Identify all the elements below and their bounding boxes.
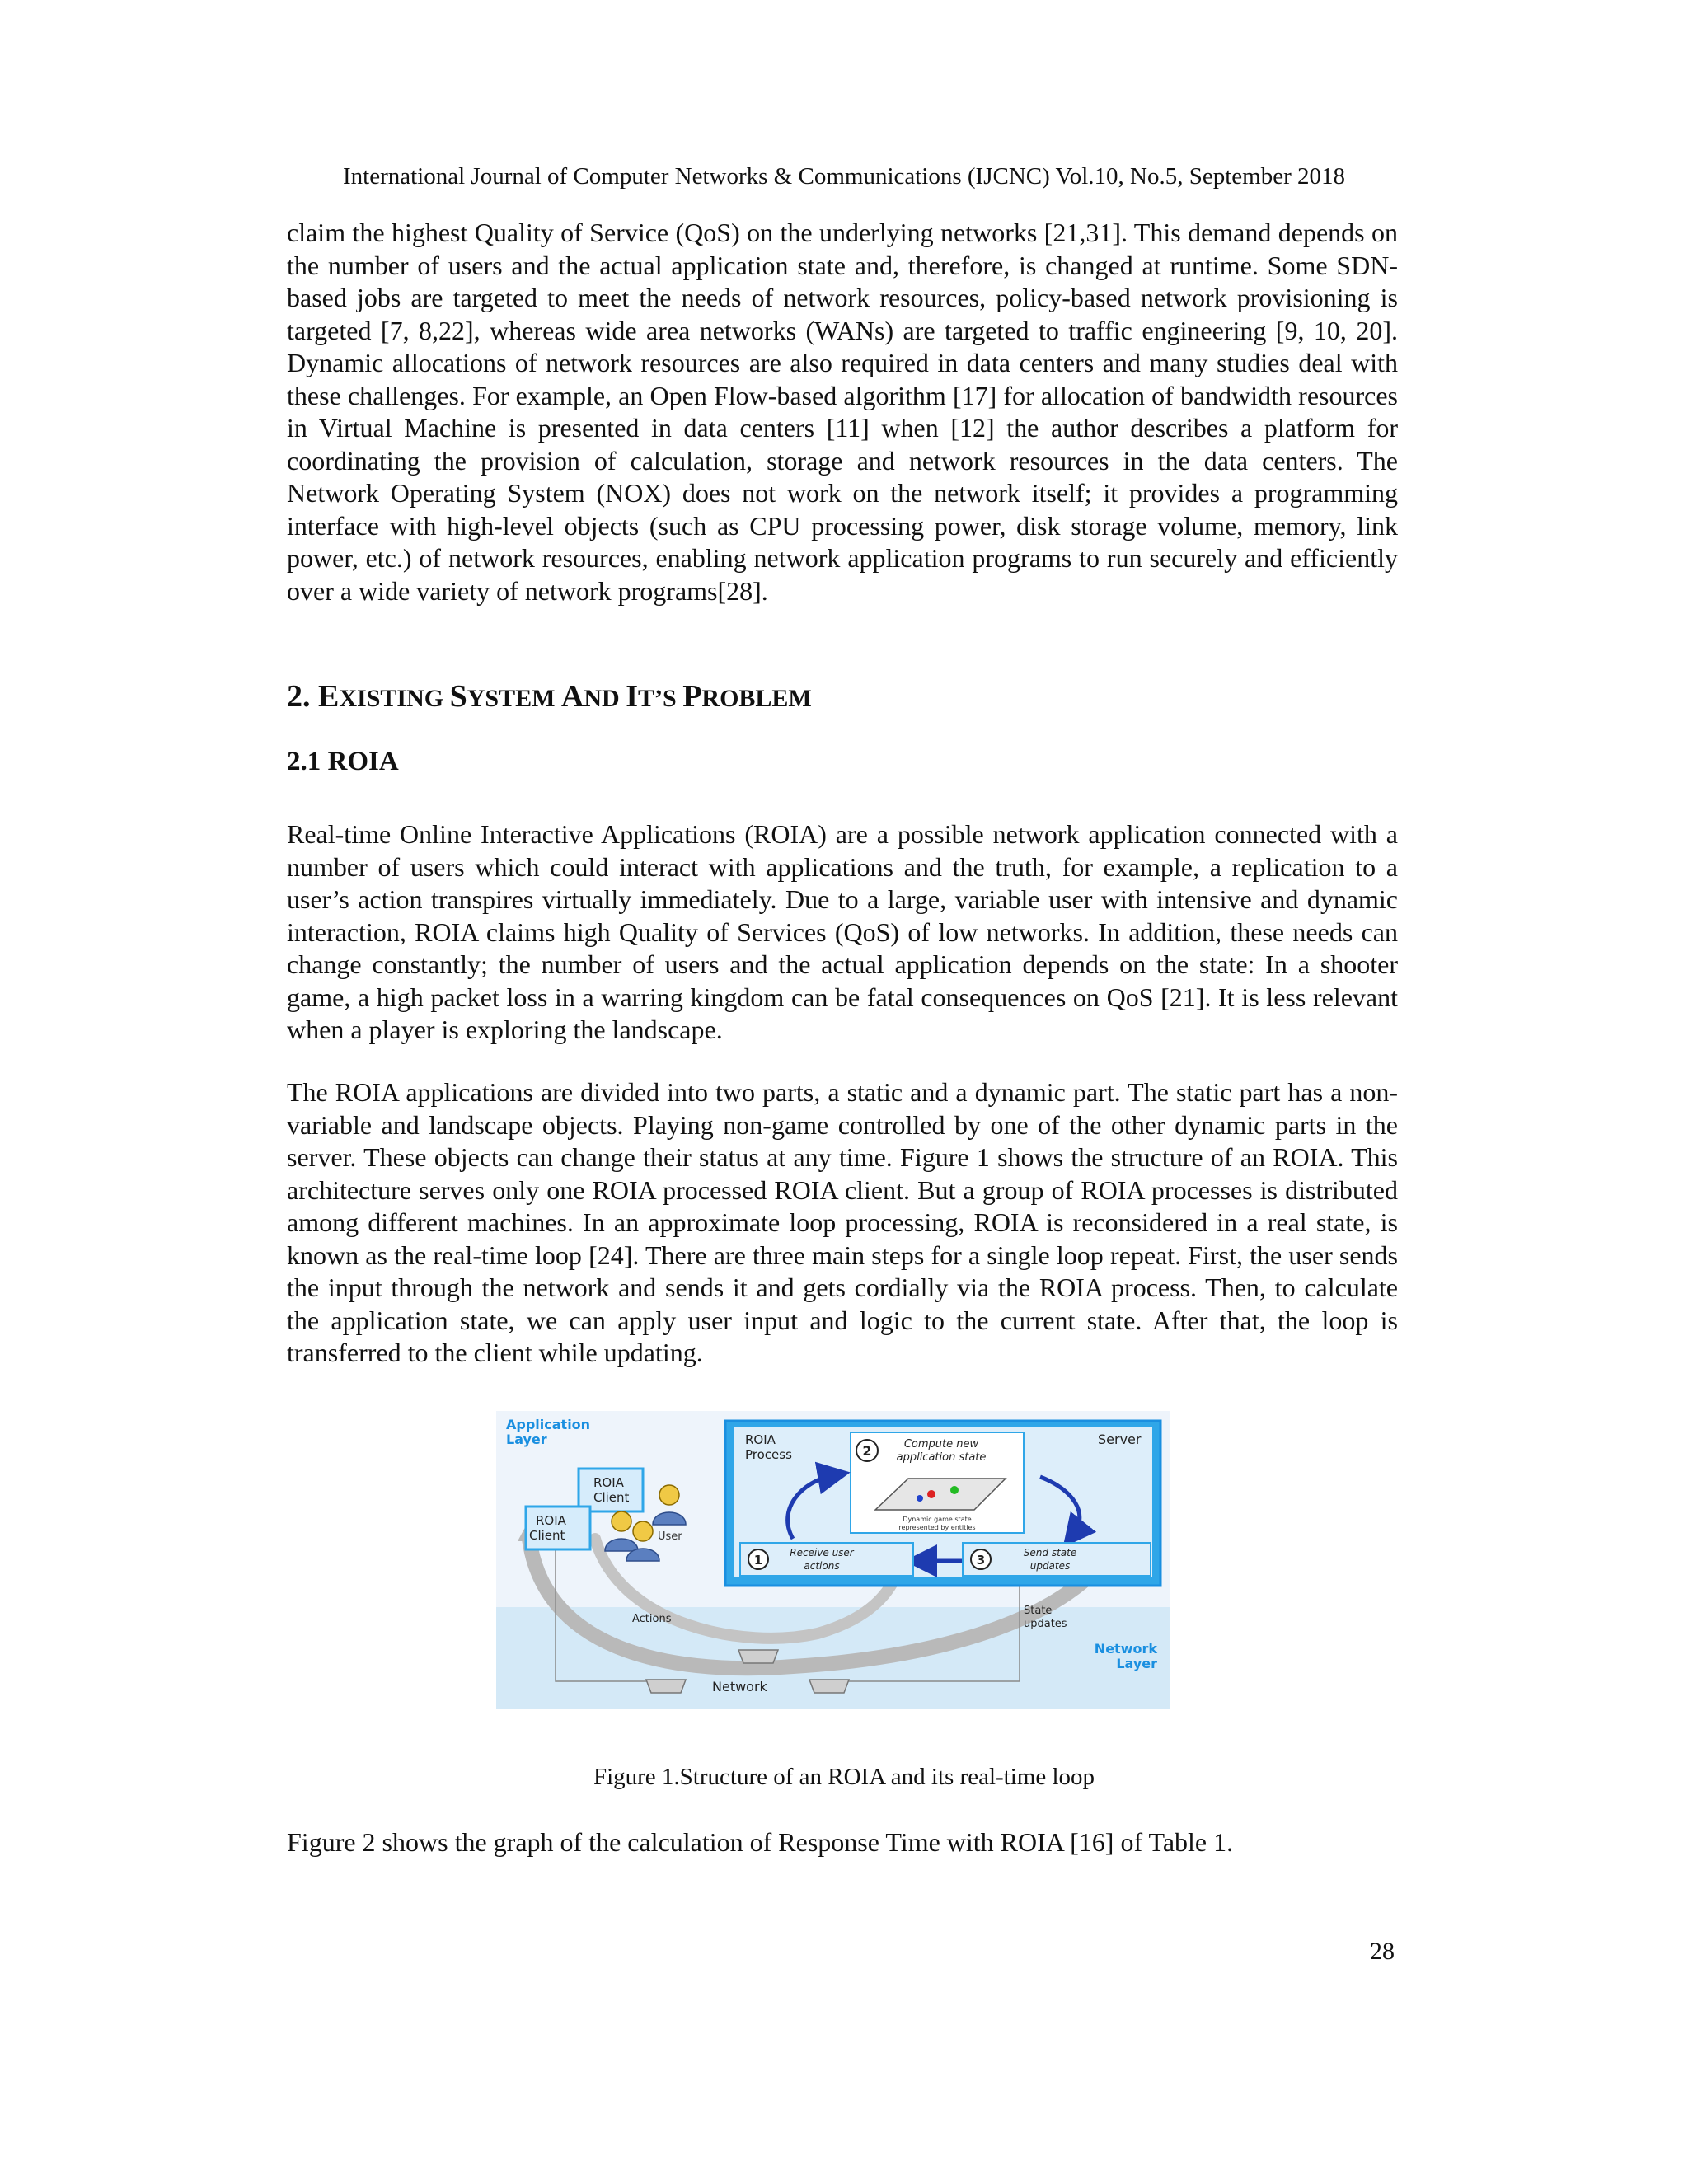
router-icon [738, 1650, 778, 1663]
paragraph-roia-intro: Real-time Online Interactive Applications (ROIA) are a possible network application connected with a number of users which could interact with applications and the truth, for example, a replication to a user’s action transpires virtually immediately. Due to a large, variable user with intensive and dynamic interaction, ROIA claims high Quality of Services (QoS) of low networks. In addition, these needs can change constantly; the number of users and the actual application depends on the state: In a shooter game, a high packet loss in a warring kingdom can be fatal consequences on QoS [21]. It is less relevant when a player is exploring the landscape. [287, 819, 1398, 1044]
state-updates-label: updates [1024, 1618, 1067, 1630]
heading-part: YSTEM [467, 685, 561, 712]
step-2-number: 2 [862, 1443, 872, 1459]
heading-part: I [626, 679, 638, 714]
roia-structure-figure [496, 1411, 1170, 1709]
step-3-label: Send state [1023, 1547, 1077, 1558]
heading-part: S [449, 679, 467, 714]
step-3-label: updates [1029, 1560, 1071, 1572]
server-label: Server [1098, 1432, 1142, 1447]
router-icon [646, 1680, 686, 1693]
step-2-label: Compute new [903, 1438, 979, 1451]
state-updates-label: State [1024, 1605, 1053, 1617]
heading-part: T’S [638, 685, 683, 712]
entity-red [927, 1490, 935, 1498]
heading-part: P [682, 679, 702, 714]
section-number: 2. [287, 679, 311, 714]
client-label: ROIA [536, 1513, 566, 1528]
state-note: represented by entities [898, 1524, 976, 1531]
step-1-number: 1 [753, 1553, 763, 1568]
network-layer-label: Layer [1116, 1656, 1157, 1671]
section-heading [287, 677, 812, 718]
client-label: ROIA [593, 1475, 624, 1490]
step-3-number: 3 [976, 1553, 986, 1568]
heading-part: E [318, 679, 340, 714]
entity-blue [917, 1495, 923, 1502]
figure-caption: Figure 1.Structure of an ROIA and its real-time loop [593, 1764, 1095, 1790]
roia-process-label: ROIA [745, 1432, 776, 1447]
heading-part: A [560, 679, 584, 714]
roia-process-label: Process [745, 1447, 792, 1462]
paragraph-figure-2-ref: Figure 2 shows the graph of the calculation of Response Time with ROIA [16] of Table 1. [287, 1827, 1234, 1857]
entity-green [950, 1486, 959, 1494]
paragraph-roia-structure: The ROIA applications are divided into two parts, a static and a dynamic part. The static part has a non-variable and landscape objects. Playing non-game controlled by one of the other dynamic parts in the server. These objects can change their status at any time. Figure 1 shows the structure of an ROIA. This architecture serves only one ROIA processed ROIA client. But a group of ROIA processes is distributed among different machines. In an approximate loop processing, ROIA is reconsidered in a real state, is known as the real-time loop [24]. There are three main steps for a single loop repeat. First, the user sends the input through the network and sends it and gets cordially via the ROIA process. Then, to calculate the application state, we can apply user input and logic to the current state. After that, the loop is transferred to the client while updating. [287, 1077, 1398, 1367]
heading-part: ND [584, 685, 626, 712]
heading-part: XISTING [339, 685, 450, 712]
step-2-label: application state [896, 1451, 987, 1464]
router-icon [809, 1680, 849, 1693]
network-layer-label: Network [1094, 1641, 1157, 1657]
user-label: User [658, 1530, 682, 1543]
journal-header: International Journal of Computer Networks & Communications (IJCNC) Vol.10, No.5, September 2018 [343, 163, 1345, 190]
client-label: Client [529, 1528, 565, 1543]
heading-part: ROBLEM [701, 685, 812, 712]
page-number: 28 [1370, 1938, 1395, 1965]
application-layer-label: Layer [506, 1432, 547, 1447]
state-note: Dynamic game state [903, 1516, 972, 1523]
actions-label: Actions [632, 1613, 672, 1625]
subsection-heading: 2.1 ROIA [287, 747, 399, 776]
network-label: Network [712, 1679, 767, 1694]
paragraph-continuation: claim the highest Quality of Service (QoS) on the underlying networks [21,31]. This demand depends on the number of users and the actual application state and, therefore, is changed at runtime. Some SDN-based jobs are targeted to meet the needs of network resources, policy-based network provisioning is targeted [7, 8,22], whereas wide area networks (WANs) are targeted to traffic engineering [9, 10, 20]. Dynamic allocations of network resources are also required in data centers and many studies deal with these challenges. For example, an Open Flow-based algorithm [17] for allocation of bandwidth resources in Virtual Machine is presented in data centers [11] when [12] the author describes a platform for coordinating the provision of calculation, storage and network resources in the data centers. The Network Operating System (NOX) does not work on the network itself; it provides a programming interface with high-level objects (such as CPU processing power, disk storage volume, memory, link power, etc.) of network resources, enabling network application programs to run securely and efficiently over a wide variety of network programs[28]. [287, 218, 1398, 606]
step-1-label: Receive user [790, 1547, 854, 1558]
client-label: Client [593, 1490, 630, 1505]
step-1-label: actions [804, 1560, 840, 1572]
application-layer-label: Application [506, 1417, 591, 1432]
